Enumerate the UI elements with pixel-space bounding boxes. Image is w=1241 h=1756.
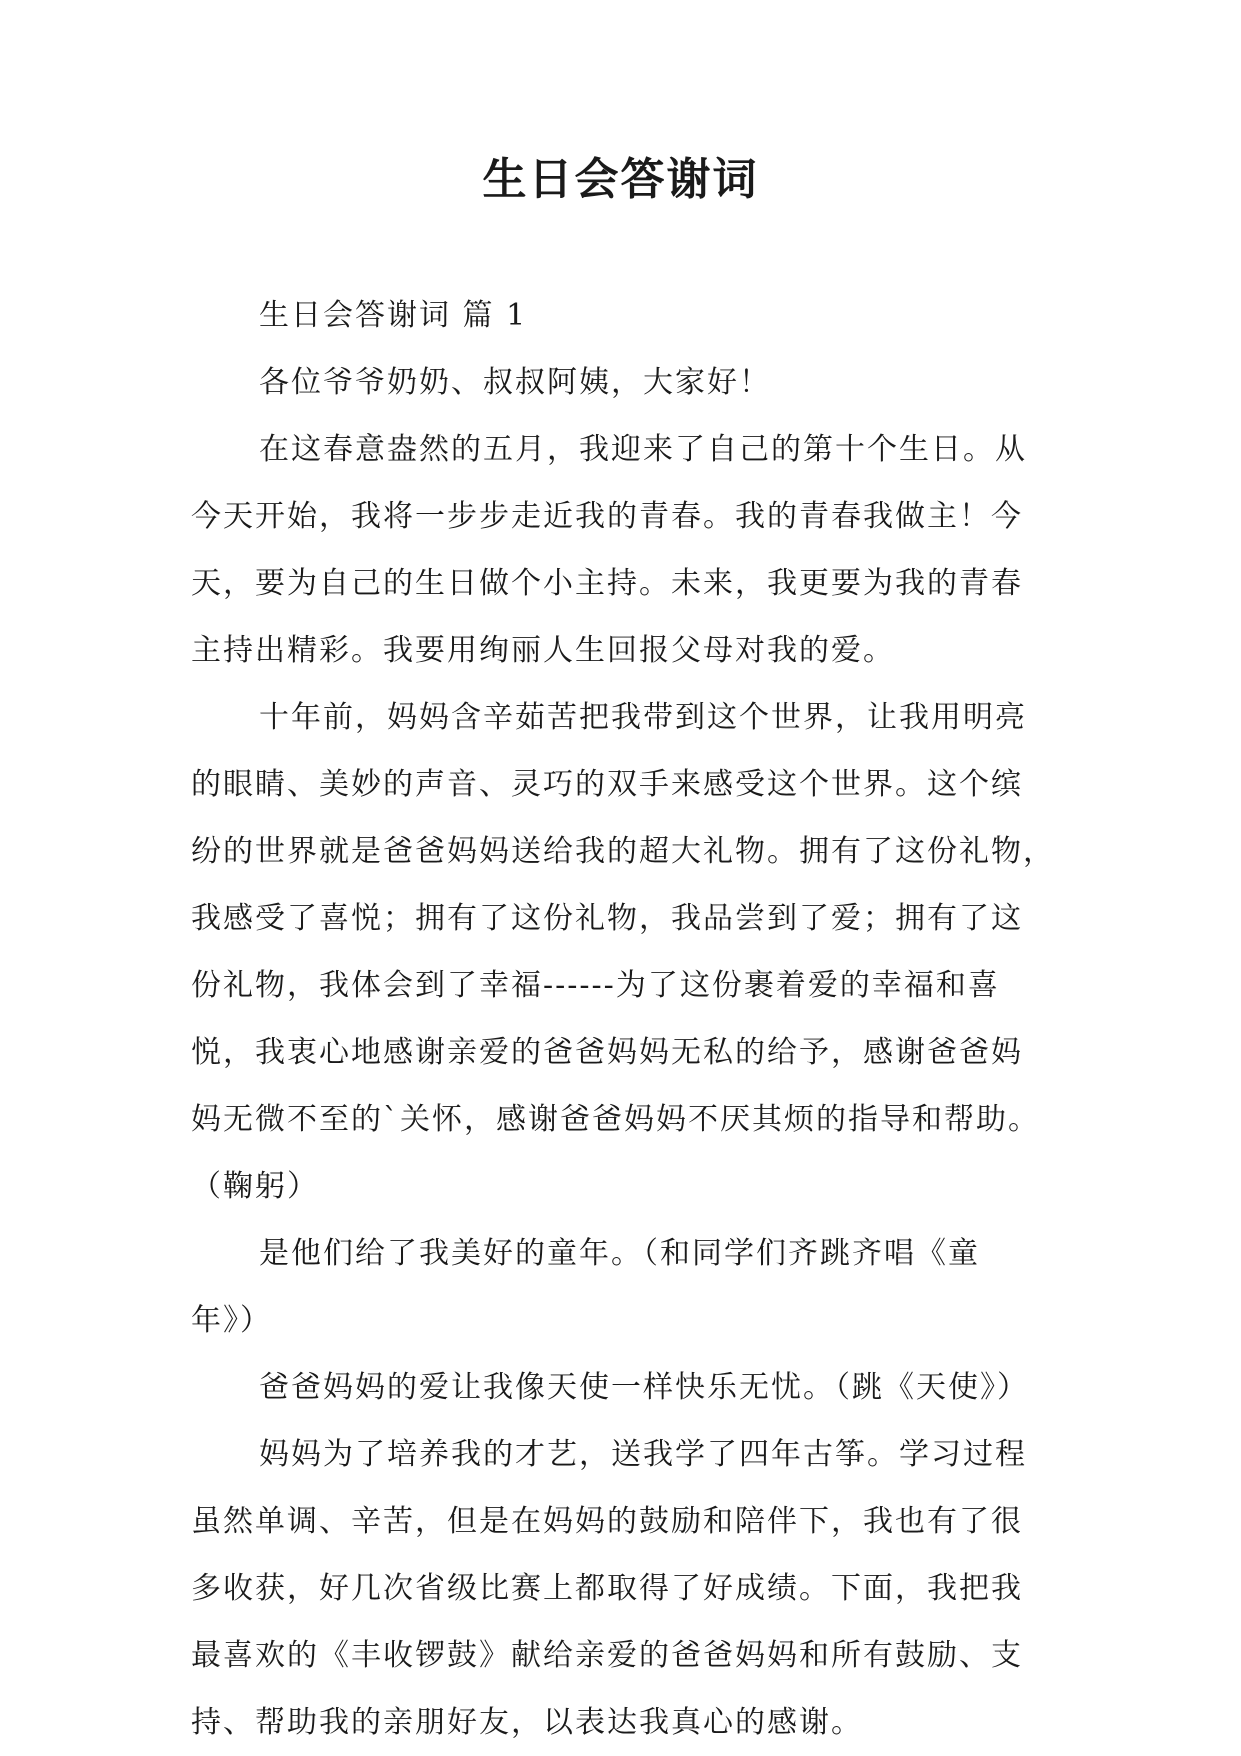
text-line: 在这春意盎然的五月，我迎来了自己的第十个生日。从 bbox=[259, 432, 1027, 467]
text-line: 十年前，妈妈含辛茹苦把我带到这个世界，让我用明亮 bbox=[259, 700, 1027, 735]
text-line: 纷的世界就是爸爸妈妈送给我的超大礼物。拥有了这份礼物， bbox=[191, 834, 1055, 869]
text-line: 最喜欢的《丰收锣鼓》献给亲爱的爸爸妈妈和所有鼓励、支 bbox=[191, 1638, 1023, 1673]
text-line: 今天开始，我将一步步走近我的青春。我的青春我做主！今 bbox=[191, 499, 1023, 534]
text-line: 爸爸妈妈的爱让我像天使一样快乐无忧。（跳《天使》） bbox=[259, 1370, 1029, 1405]
text-line: 妈无微不至的`关怀，感谢爸爸妈妈不厌其烦的指导和帮助。 bbox=[191, 1102, 1040, 1137]
text-line: 主持出精彩。我要用绚丽人生回报父母对我的爱。 bbox=[191, 633, 895, 668]
text-line: 生日会答谢词 篇 1 bbox=[259, 298, 528, 333]
text-line: （鞠躬） bbox=[191, 1169, 319, 1204]
text-line: 年》） bbox=[191, 1303, 272, 1338]
text-line: 是他们给了我美好的童年。（和同学们齐跳齐唱《童 bbox=[259, 1236, 980, 1271]
text-line: 天，要为自己的生日做个小主持。未来，我更要为我的青春 bbox=[191, 566, 1023, 601]
text-line: 我感受了喜悦；拥有了这份礼物，我品尝到了爱；拥有了这 bbox=[191, 901, 1023, 936]
text-line: 份礼物，我体会到了幸福------为了这份裹着爱的幸福和喜 bbox=[191, 968, 1000, 1003]
text-line: 虽然单调、辛苦，但是在妈妈的鼓励和陪伴下，我也有了很 bbox=[191, 1504, 1023, 1539]
text-line: 悦，我衷心地感谢亲爱的爸爸妈妈无私的给予，感谢爸爸妈 bbox=[191, 1035, 1023, 1070]
text-line: 妈妈为了培养我的才艺，送我学了四年古筝。学习过程 bbox=[259, 1437, 1027, 1472]
text-line: 多收获，好几次省级比赛上都取得了好成绩。下面，我把我 bbox=[191, 1571, 1023, 1606]
text-line: 各位爷爷奶奶、叔叔阿姨，大家好！ bbox=[259, 365, 771, 400]
text-line: 的眼睛、美妙的声音、灵巧的双手来感受这个世界。这个缤 bbox=[191, 767, 1023, 802]
text-line: 持、帮助我的亲朋好友，以表达我真心的感谢。 bbox=[191, 1705, 863, 1740]
document-body bbox=[191, 282, 1071, 1756]
document-title: 生日会答谢词 bbox=[482, 154, 759, 205]
